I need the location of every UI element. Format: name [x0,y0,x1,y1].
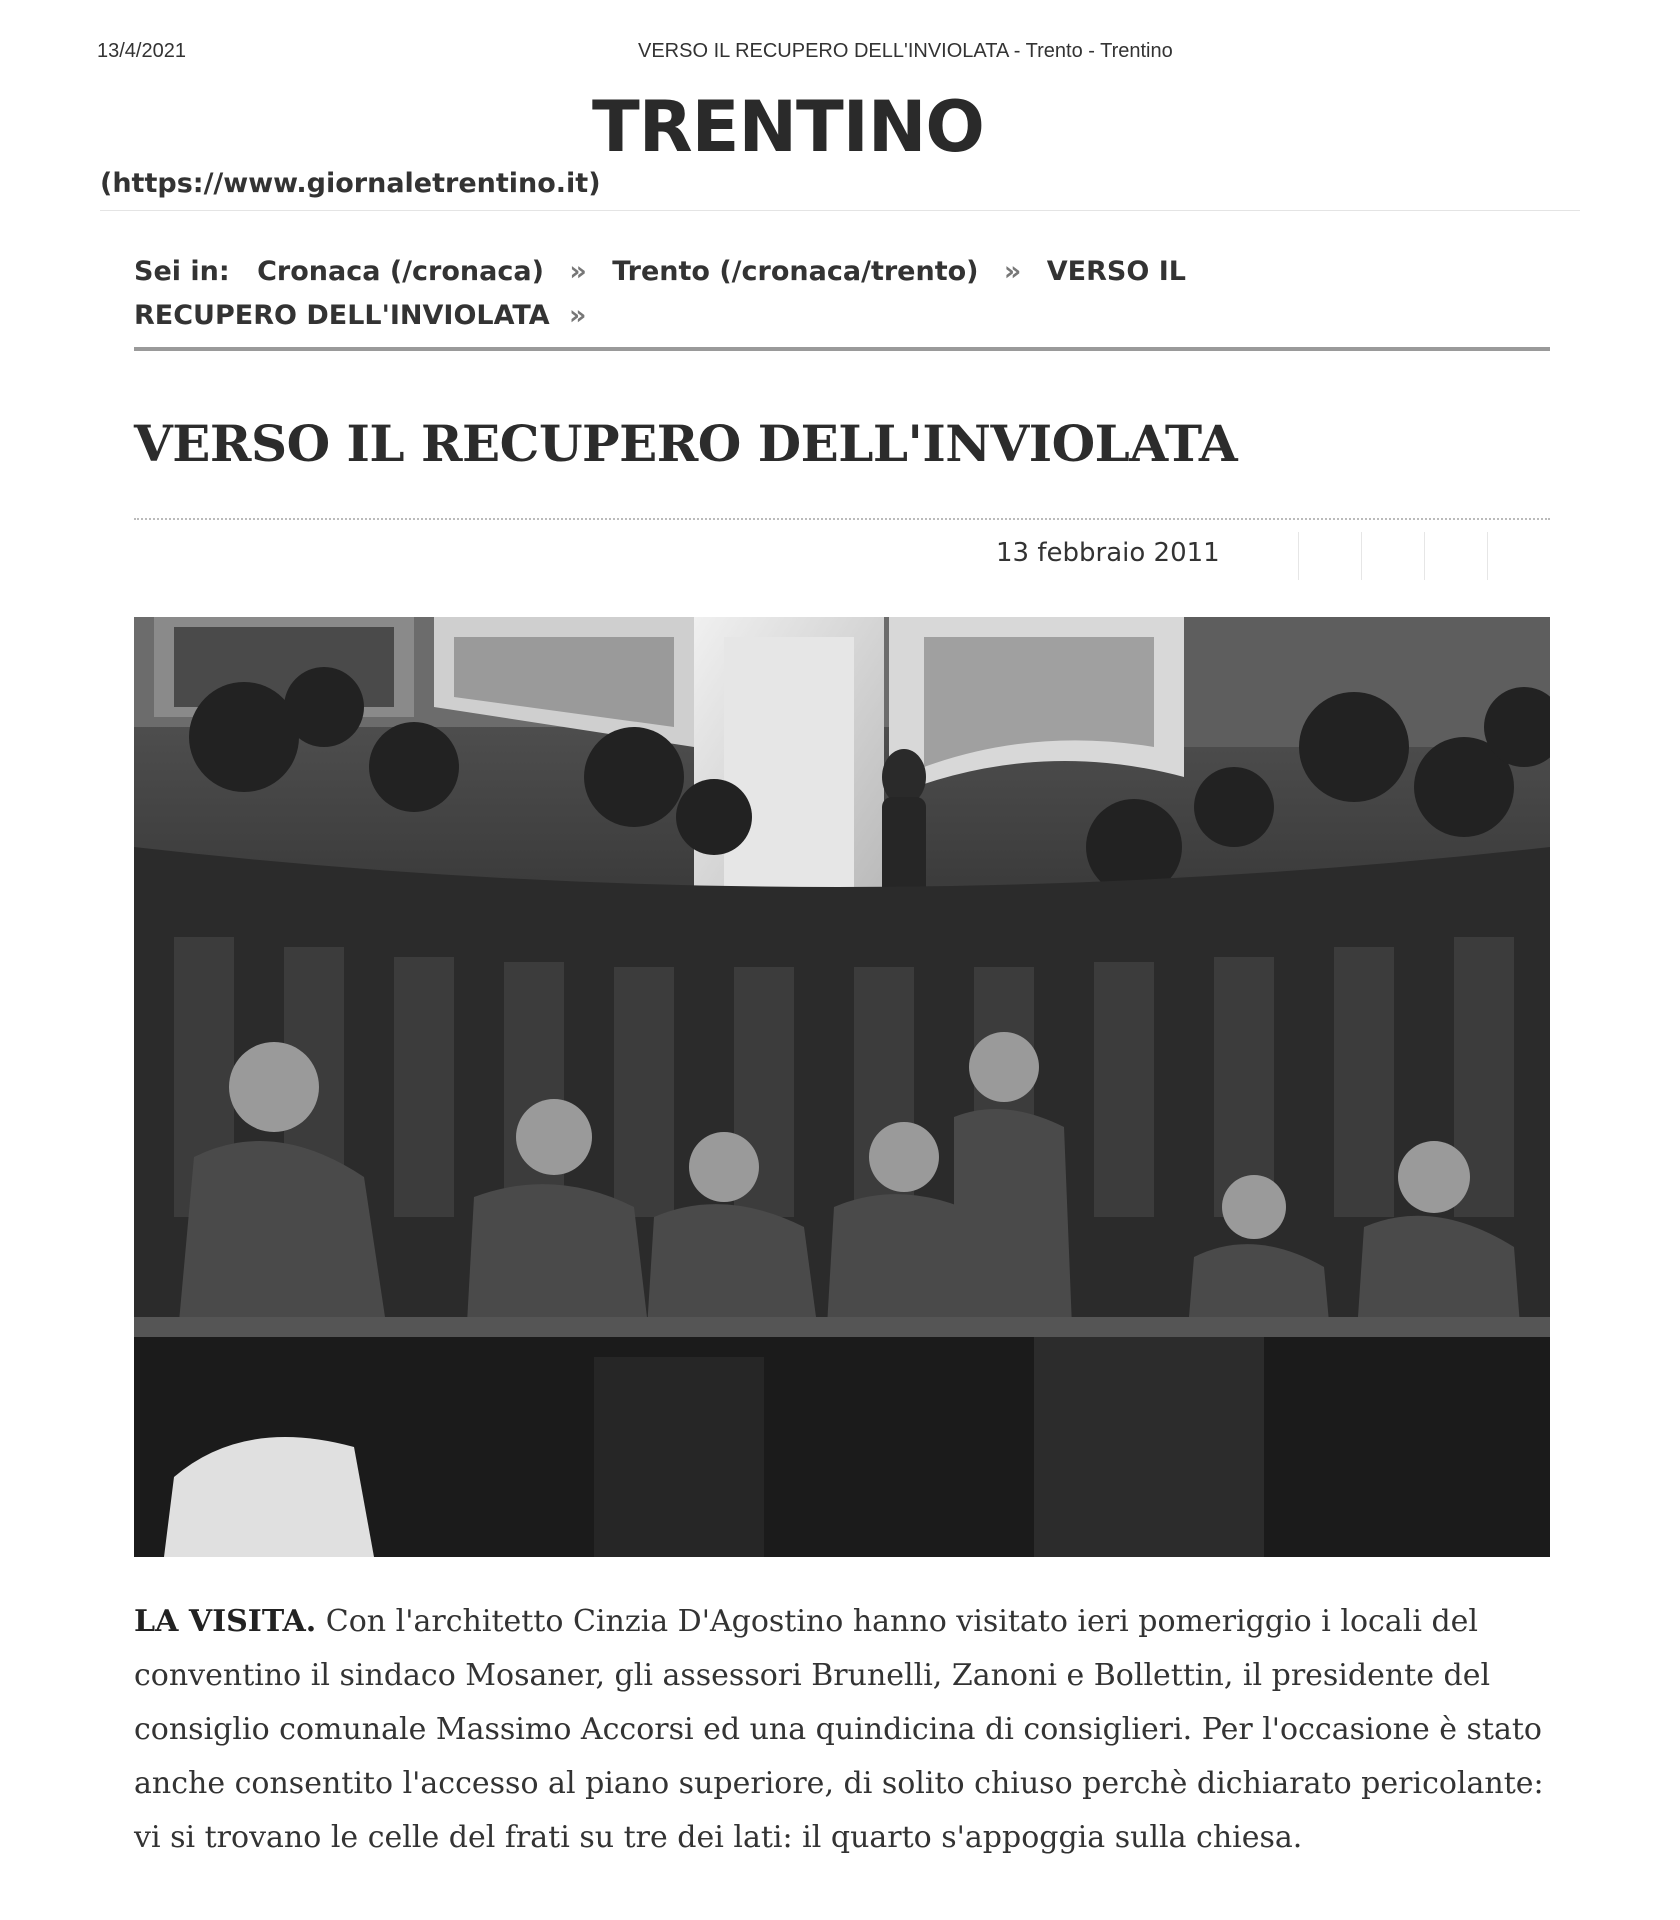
breadcrumb-item-trento[interactable]: Trento (/cronaca/trento) [612,256,979,287]
site-logo[interactable]: TRENTINO [592,86,984,168]
share-button[interactable] [1361,532,1424,580]
share-bar [1232,532,1550,580]
share-button[interactable] [1424,532,1487,580]
breadcrumb-item-current: VERSO IL RECUPERO DELL'INVIOLATA [134,256,1186,331]
photo-icon [134,617,1550,1557]
site-url-link[interactable]: (https://www.giornaletrentino.it) [100,168,601,199]
breadcrumb-separator: » [569,256,587,287]
breadcrumb-label: Sei in: [134,256,230,287]
article-lead-label: LA VISITA. [134,1604,317,1639]
print-header [0,40,1680,70]
share-button[interactable] [1298,532,1361,580]
breadcrumb [134,250,1334,338]
share-button[interactable] [1487,532,1550,580]
article-photo [134,617,1550,1557]
print-date: 13/4/2021 [97,40,186,62]
article-date: 13 febbraio 2011 [996,538,1220,568]
breadcrumb-separator: » [1003,256,1022,287]
breadcrumb-divider [134,347,1550,351]
print-page-title: VERSO IL RECUPERO DELL'INVIOLATA - Trento - Trentino [638,40,1173,62]
article-title: VERSO IL RECUPERO DELL'INVIOLATA [134,414,1238,473]
breadcrumb-item-cronaca[interactable]: Cronaca (/cronaca) [257,256,544,287]
article-body [134,1595,1574,1865]
title-divider [134,518,1550,520]
header-divider [100,210,1580,211]
article-body-text: Con l'architetto Cinzia D'Agostino hanno visitato ieri pomeriggio i locali del conventino il sindaco Mosaner, gli assessori Brunelli, Zanoni e Bollettin, il presidente del consiglio comunale Massimo Accorsi ed una quindicina di consiglieri. Per l'occasione è stato anche consentito l'accesso al piano superiore, di solito chiuso perchè dichiarato pericolante: vi si trovano le celle del frati su tre dei lati: il quarto s'appoggia sulla chiesa. [134,1604,1544,1855]
breadcrumb-separator: » [569,300,587,331]
